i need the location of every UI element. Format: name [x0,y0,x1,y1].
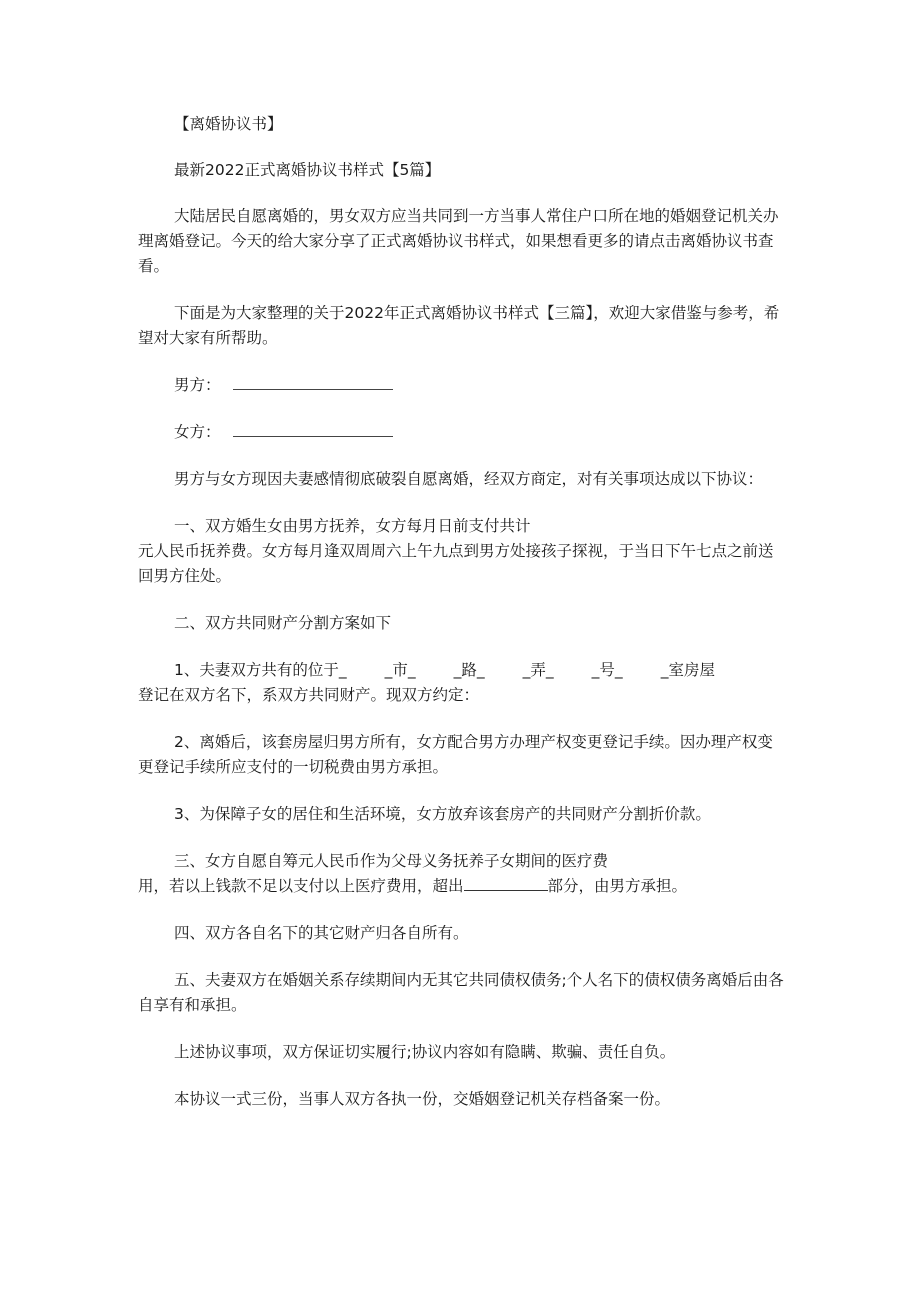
address-part-2: _市_ [384,661,416,679]
preamble-paragraph: 男方与女方现因夫妻感情彻底破裂自愿离婚，经双方商定，对有关事项达成以下协议： [174,470,764,488]
clause-2-1-line-1 [138,658,788,683]
closing-paragraph-2: 本协议一式三份，当事人双方各执一份，交婚姻登记机关存档备案一份。 [174,1090,671,1108]
clause-5: 五、夫妻双方在婚姻关系存续期间内无其它共同债权债务;个人名下的债权债务离婚后由各自享有和承担。 [138,971,784,1014]
document-heading: 【离婚协议书】 [174,115,283,133]
address-part-5: _号_ [591,661,623,679]
male-name-blank [233,374,393,390]
clause-1-line-1: 一、双方婚生女由男方抚养，女方每月日前支付共计 [174,517,531,535]
exceed-amount-blank [464,875,548,891]
closing-paragraph-1: 上述协议事项，双方保证切实履行;协议内容如有隐瞒、欺骗、责任自负。 [174,1043,676,1061]
clause-4: 四、双方各自名下的其它财产归各自所有。 [174,924,469,942]
female-party-line [138,420,788,445]
clause-2-title: 二、双方共同财产分割方案如下 [174,614,392,632]
clause-2-2: 2、离婚后，该套房屋归男方所有，女方配合男方办理产权变更登记手续。因办理产权变更登记手续所应支付的一切税费由男方承担。 [138,733,773,776]
female-name-blank [233,421,393,437]
clause-2-3: 3、为保障子女的居住和生活环境，女方放弃该套房产的共同财产分割折价款。 [174,805,711,823]
clause-3-rest [138,874,788,899]
intro-paragraph-2: 下面是为大家整理的关于2022年正式离婚协议书样式【三篇】，欢迎大家借鉴与参考，希望对大家有所帮助。 [138,304,780,347]
intro-paragraph-1: 大陆居民自愿离婚的，男女双方应当共同到一方当事人常住户口所在地的婚姻登记机关办理离婚登记。今天的给大家分享了正式离婚协议书样式，如果想看更多的请点击离婚协议书查看。 [138,207,779,275]
male-party-label: 男方： [174,376,221,394]
address-part-4: _弄_ [522,661,554,679]
clause-2-1-rest: 登记在双方名下，系双方共同财产。现双方约定： [138,686,480,704]
address-part-1: 1、夫妻双方共有的位于_ [174,661,347,679]
address-part-3: _路_ [453,661,485,679]
female-party-label: 女方： [174,423,221,441]
document-body [138,112,788,1112]
clause-3-line-1: 三、女方自愿自筹元人民币作为父母义务抚养子女期间的医疗费 [174,852,609,870]
clause-3-rest-a: 用，若以上钱款不足以支付以上医疗费用，超出 [138,877,464,895]
clause-1-rest: 元人民币抚养费。女方每月逢双周周六上午九点到男方处接孩子探视，于当日下午七点之前送回男方住处。 [138,542,774,585]
document-subtitle: 最新2022正式离婚协议书样式【5篇】 [174,161,441,179]
male-party-line [138,373,788,398]
address-part-6: _室房屋 [660,661,715,679]
clause-3-rest-b: 部分，由男方承担。 [547,877,688,895]
